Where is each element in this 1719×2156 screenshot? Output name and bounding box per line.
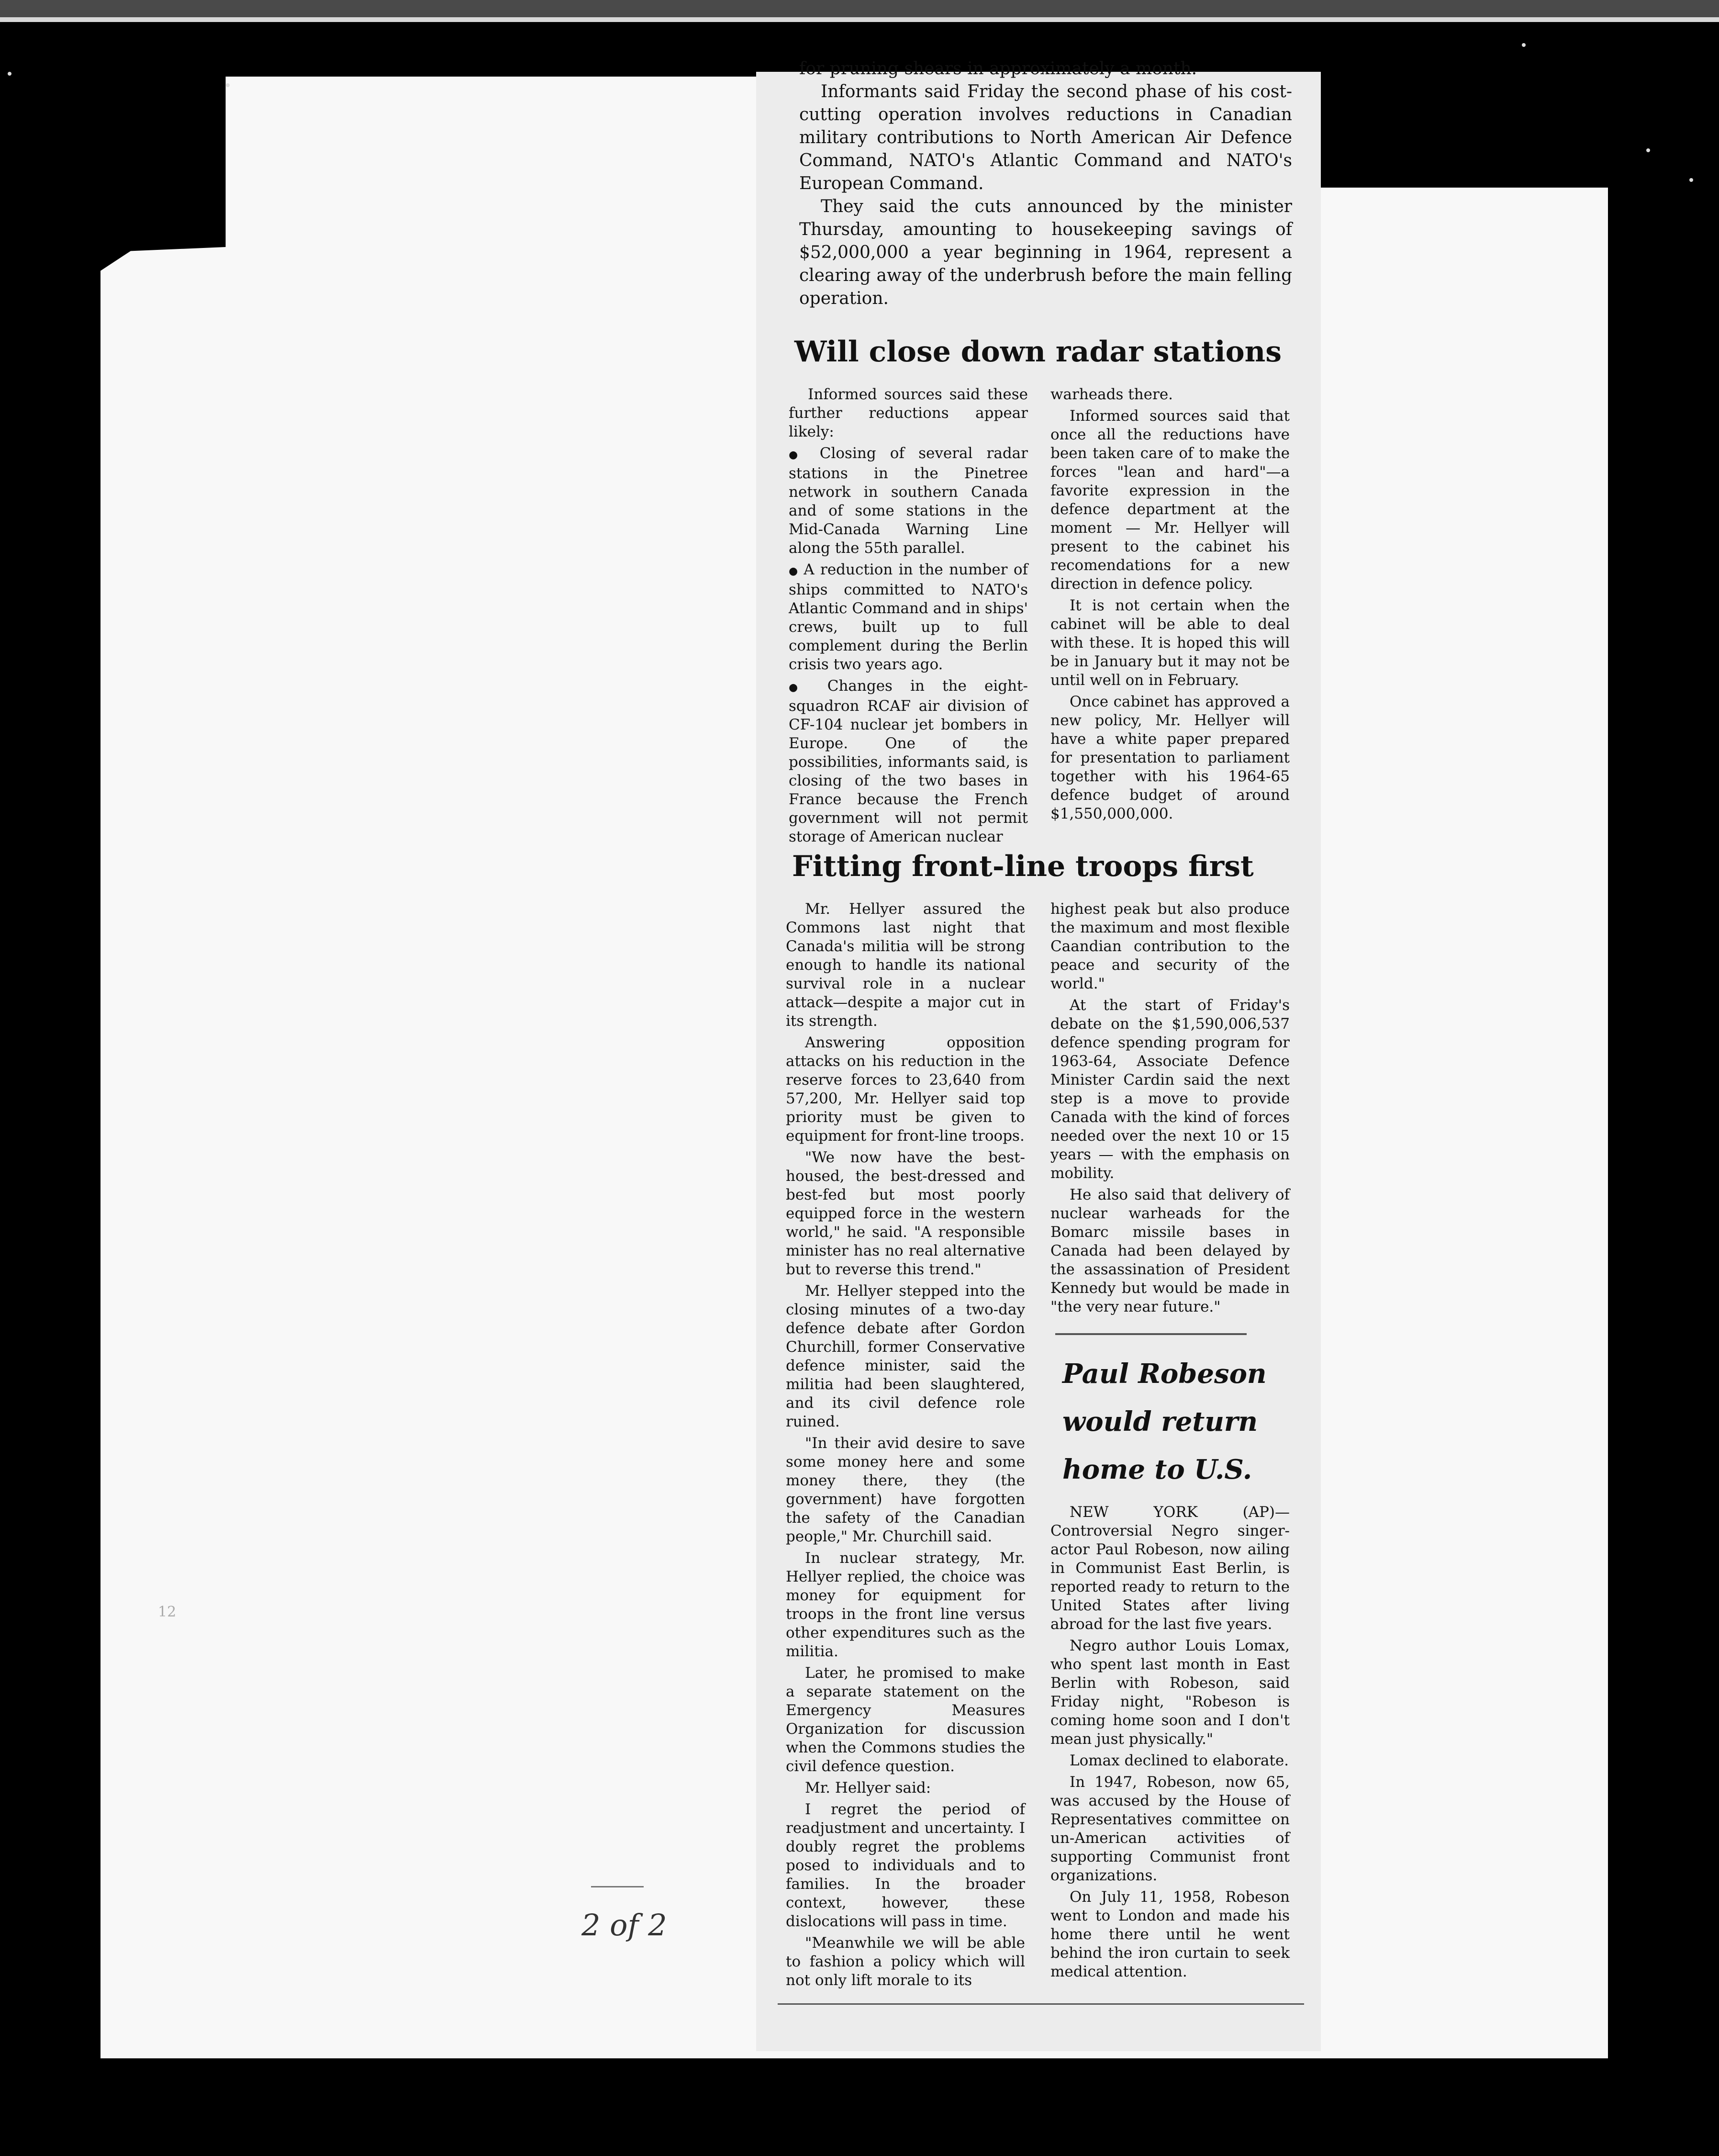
paragraph: Informed sources said that once all the reductions have been taken care of to make the forces "lean and hard"—a favorite expression in the defence department at the moment — Mr. Hellyer will present to the cabinet his recomendations for a new direction in defence policy. xyxy=(1050,407,1290,593)
lead-text xyxy=(799,57,1292,310)
handwritten-page-note: 2 of 2 xyxy=(581,1908,667,1943)
paragraph: Answering opposition attacks on his reduction in the reserve forces to 23,640 from 57,200, Mr. Hellyer said top priority must be given to equipment for front-line troops. xyxy=(786,1034,1025,1145)
paragraph: highest peak but also produce the maximum and most flexible Caandian contribution to the peace and security of the world." xyxy=(1050,900,1290,992)
margin-mark: 12 xyxy=(158,1604,177,1620)
robeson-article-body xyxy=(1050,1503,1290,1984)
bullet-item: ● Closing of several radar stations in the Pinetree network in southern Canada and of some stations in the Mid-Canada Warning Line along the 55th parallel. xyxy=(789,444,1028,558)
bullet-item: ● Changes in the eight-squadron RCAF air division of CF-104 nuclear jet bombers in Europe. One of the possibilities, informants said, is closing of the two bases in France because the French government will not permit storage of American nuclear xyxy=(789,677,1028,846)
lead-paragraph: They said the cuts announced by the minister Thursday, amounting to housekeeping savings of $52,000,000 a year beginning in 1964, represent a clearing away of the underbrush before the main felling operation. xyxy=(799,197,1292,308)
paragraph: Negro author Louis Lomax, who spent last month in East Berlin with Robeson, said Friday night, "Robeson is coming home soon and I don't mean just physically." xyxy=(1050,1637,1290,1748)
headline-line: Paul Robeson xyxy=(1062,1358,1267,1390)
paragraph: NEW YORK (AP)—Controversial Negro singer-actor Paul Robeson, now ailing in Communist East Berlin, is reported ready to return to the United States after living abroad for the last five years. xyxy=(1050,1504,1290,1633)
paragraph: Mr. Hellyer said: xyxy=(805,1779,931,1797)
paragraph: Mr. Hellyer stepped into the closing minutes of a two-day defence debate after Gordon Churchill, former Conservative defence minister, said the militia had been slaughtered, and its civil defence role ruined. xyxy=(786,1282,1025,1430)
paragraph: Once cabinet has approved a new policy, Mr. Hellyer will have a white paper prepared for presentation to parliament together with his 1964-65 defence budget of around $1,550,000,000. xyxy=(1050,693,1290,822)
paragraph: warheads there. xyxy=(1050,386,1173,403)
paragraph: I regret the period of readjustment and uncertainty. I doubly regret the problems posed to individuals and to families. In the broader context, however, these dislocations will pass in time. xyxy=(786,1801,1025,1930)
section1-column-2 xyxy=(1050,385,1290,826)
section2-column-2 xyxy=(1050,900,1290,1319)
heading-radar-stations: Will close down radar stations xyxy=(794,335,1282,369)
dust-speck xyxy=(1646,148,1650,152)
paragraph: In 1947, Robeson, now 65, was accused by the House of Representatives committee on un-American activities of supporting Communist front organizations. xyxy=(1050,1774,1290,1884)
robeson-headline xyxy=(1062,1350,1283,1493)
paragraph: Lomax declined to elaborate. xyxy=(1070,1752,1289,1769)
section1-column-1 xyxy=(789,385,1028,849)
paragraph: He also said that delivery of nuclear warheads for the Bomarc missile bases in Canada had been delayed by the assassination of President Kennedy but would be made in "the very near future." xyxy=(1050,1186,1290,1315)
paragraph: Later, he promised to make a separate statement on the Emergency Measures Organization for discussion when the Commons studies the civil defence question. xyxy=(786,1664,1025,1775)
divider-rule xyxy=(1055,1333,1247,1335)
bullet-item: ● A reduction in the number of ships committed to NATO's Atlantic Command and in ships' crews, built up to full complement during the Berlin crisis two years ago. xyxy=(789,561,1028,674)
dust-speck xyxy=(8,72,11,76)
paragraph: "In their avid desire to save some money here and some money there, they (the government) have forgotten the safety of the Canadian people," Mr. Churchill said. xyxy=(786,1435,1025,1545)
paragraph: In nuclear strategy, Mr. Hellyer replied, the choice was money for equipment for troops in the front line versus other expenditures such as the militia. xyxy=(786,1550,1025,1660)
paragraph: Informed sources said these further reductions appear likely: xyxy=(789,386,1028,440)
dust-speck xyxy=(226,83,230,87)
dust-speck xyxy=(1689,178,1693,182)
paragraph: "We now have the best-housed, the best-dressed and best-fed but most poorly equipped force in the western world," he said. "A responsible minister has no real alternative but to reverse this trend." xyxy=(786,1149,1025,1278)
paragraph: It is not certain when the cabinet will be able to deal with these. It is hoped this will be in January but it may not be until well on in February. xyxy=(1050,597,1290,689)
headline-line: home to U.S. xyxy=(1062,1454,1252,1485)
paragraph: On July 11, 1958, Robeson went to London and made his home there until he went behind the iron curtain to seek medical attention. xyxy=(1050,1888,1290,1980)
heading-front-line-troops: Fitting front-line troops first xyxy=(792,850,1254,883)
paragraph: Mr. Hellyer assured the Commons last night that Canada's militia will be strong enough to handle its national survival role in a nuclear attack—despite a major cut in its strength. xyxy=(786,900,1025,1030)
paragraph: "Meanwhile we will be able to fashion a policy which will not only lift morale to its xyxy=(786,1934,1025,1989)
headline-line: would return xyxy=(1062,1406,1258,1437)
lead-paragraph: Informants said Friday the second phase of his cost-cutting operation involves reductions in Canadian military contributions to North American Air Defence Command, NATO's Atlantic Command and NATO's European Command. xyxy=(799,82,1292,193)
scanner-edge xyxy=(0,17,1719,22)
section2-column-1 xyxy=(786,900,1025,1993)
dust-speck xyxy=(1522,43,1526,47)
scanner-top-bar xyxy=(0,0,1719,17)
paragraph: At the start of Friday's debate on the $1,590,006,537 defence spending program for 1963-64, Associate Defence Minister Cardin said the next step is a move to provide Canada with the kind of forces needed over the next 10 or 15 years — with the emphasis on mobility. xyxy=(1050,997,1290,1182)
handwritten-dash xyxy=(591,1886,644,1887)
bottom-rule xyxy=(778,2003,1304,2005)
lead-top-line: for pruning shears in approximately a month. xyxy=(799,59,1197,79)
